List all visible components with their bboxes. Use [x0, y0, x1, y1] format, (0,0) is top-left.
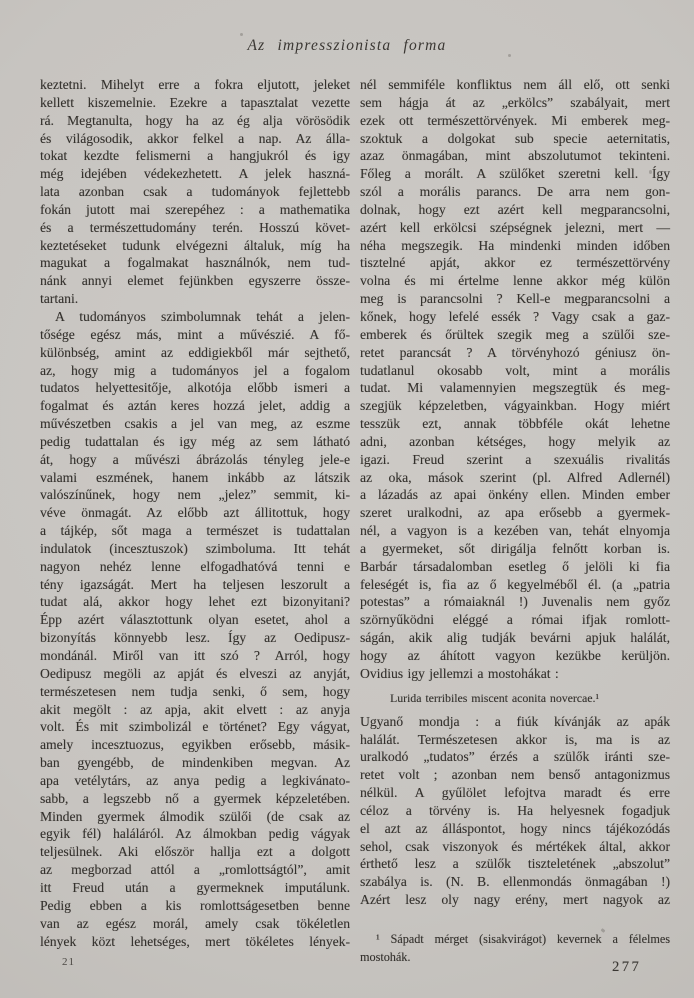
text-line: fogalmat és aztán keres hozzá jelet, addig a: [40, 398, 350, 414]
text-line: szegjük képzeletben, vágyainkban. Hogy miért: [360, 398, 670, 414]
latin-quote-line: Lurida terribiles miscent aconita novercae.¹: [390, 690, 599, 705]
text-line: tesszük ezt, annak többféle okát lehetne: [360, 416, 670, 432]
text-line: a lázadás az apai önkény ellen. Minden ember: [360, 487, 670, 503]
text-line: uralkodó „tudatos” érzés a szülők iránti sze-: [360, 749, 670, 765]
text-line: szól a morális parancs. De arra nem gon-: [360, 184, 670, 200]
text-line: apa vetélytárs, az anya pedig a legkivánato-: [40, 772, 350, 788]
text-line: amely incesztuozus, egyikben erősebb, másik-: [40, 737, 350, 753]
signature-mark: 21: [62, 956, 75, 968]
left-column: [40, 76, 350, 966]
text-line: igazi. Freud szerint a szexuális rivalitás: [360, 451, 670, 467]
page-title: Az impresszionista forma: [247, 37, 447, 54]
text-line: mondánál. Miről van itt szó ? Arról, hogy: [40, 648, 350, 663]
text-line: lata azonban csak a tudományok fejlettebb: [40, 184, 350, 200]
text-line: tudat alá, akkor hogy lehet ezt bizonyitani?: [40, 594, 350, 610]
text-line: Főleg a morált. A szülőket szeretni kell. Így: [360, 166, 670, 182]
text-line: sehol, csak viszonyok és mértékek által, akkor: [360, 838, 670, 854]
text-line: Barbár társadalomban esetleg ő jelöli ki fia: [360, 558, 670, 574]
text-line: fokán jutott mai szerepéhez : a mathematika: [40, 201, 350, 217]
text-line: szabálya is. (N. B. ellenmondás önmagában !): [360, 874, 670, 890]
text-line: nagyon nehéz lenne elfogadhatóvá tenni e: [40, 558, 350, 574]
text-line: ¹ Sápadt mérget (sisakvirágot) kevernek a félelmes: [376, 931, 670, 946]
text-line: bizonyítás könnyebb lesz. Így az Oedipusz-: [40, 630, 350, 646]
text-line: Pedig ebben a kis romlottságesetben benne: [40, 897, 350, 913]
text-line: van az egész morál, amely csak tökéletlen: [40, 915, 350, 931]
text-line: mostohák.: [360, 950, 411, 965]
text-line: tartani.: [40, 291, 79, 307]
text-line: keztetéseket tudunk elvégezni általuk, míg ha: [40, 237, 350, 253]
text-line: rá. Megtanulta, hogy ha az ég alja vörösödik: [40, 112, 350, 128]
text-columns: [40, 76, 670, 966]
text-line: véve önmagát. Az előbb azt állitottuk, hogy: [40, 505, 350, 521]
text-line: valószínűnek, hogy nem „jelez” semmit, ki-: [40, 487, 350, 503]
text-line: Oedipusz megöli az apját és elveszi az anyját,: [40, 665, 350, 681]
text-line: retet parancsát ? A törvényhozó géniusz ön-: [360, 344, 670, 360]
text-line: tudat. Mi valamennyien megszegtük és meg-: [360, 380, 670, 396]
text-line: a tájkép, sőt maga a természet is tudattalan: [40, 523, 350, 539]
text-line: kellett kiszemelnie. Ezekre a tapasztalat vezette: [40, 94, 350, 110]
text-line: át, hogy a művészi ábrázolás tényleg jele-e: [40, 451, 350, 467]
text-line: azért kell erkölcsi szépségnek jelezni, mert —: [360, 219, 670, 235]
text-line: lények közt lehetséges, mert tökéletes lények-: [40, 933, 350, 949]
page-number: 277: [612, 959, 642, 975]
text-line: tény igazságát. Mert ha teljesen leszorult a: [40, 576, 350, 592]
text-line: magukat a fogalmakat használnók, nem tud-: [40, 255, 350, 271]
text-line: ban gyengébb, de mindenkiben megvan. Az: [40, 755, 350, 771]
text-line: az megborzad attól a „romlottságtól”, amit: [40, 862, 350, 878]
text-line: valami eszmének, hanem inkább az látszik: [40, 469, 350, 485]
scan-speckle: [508, 54, 511, 57]
text-line: tudatlanul okosabb volt, mint a morális: [360, 362, 670, 378]
text-line: az oka, mások szerint (pl. Alfred Adlernél): [360, 469, 670, 485]
text-line: kőnek, hogy lefelé essék ? Vagy csak a gaz-: [360, 308, 670, 324]
text-line: halálát. Természetesen akkor is, ma is az: [360, 731, 670, 747]
text-line: pedig tudattalan és igy még az sem látható: [40, 433, 350, 449]
text-line: feleségét is, fia az ő kegyelméből él. (a „patria: [360, 576, 670, 592]
text-line: különbség, amint az eddigiekből már sejthető,: [40, 344, 350, 360]
text-line: néha megszegik. Ha mindenki minden időben: [360, 237, 670, 253]
text-line: nánk annyi elemet fejünkben egyszerre össze-: [40, 273, 350, 289]
text-line: nélkül. A gyűlölet lefojtva maradt és erre: [360, 785, 670, 801]
text-line: ezek ott természettörvények. Mi emberek meg-: [360, 112, 670, 128]
text-line: és a természettudomány terén. Hosszú követ-: [40, 219, 350, 235]
text-line: érthető lesz a szülők tiszteletének „abszolut”: [360, 856, 670, 872]
text-line: egyik fél) haláláról. Az álmokban pedig vágyak: [40, 826, 350, 842]
text-line: dolnak, hogy ezt azért kell megparancsolni,: [360, 201, 670, 217]
text-line: szoktuk a dolgokat sub specie aeternitatis,: [360, 130, 670, 146]
right-column: [360, 76, 670, 966]
text-line: a gyermeket, sőt dirigálja felnőtt korban is.: [360, 540, 670, 556]
text-line: retet volt ; azonban nem benső antagonizmus: [360, 767, 670, 783]
text-line: művészetben csakis a jel van meg, az eszme: [40, 416, 350, 432]
text-line: azaz önmagában, mint abszolutumot tekinteni.: [360, 148, 670, 164]
right-column-text: [360, 76, 670, 909]
text-line: az, hogy mig a tudományos jel a fogalom: [40, 362, 350, 378]
text-line: akit megölt : az apja, akit elvett : az anyja: [40, 701, 350, 717]
text-line: A tudományos szimbolumnak tehát a jelen-: [55, 308, 350, 324]
text-line: még idejében védekezhetett. A jelek haszná-: [40, 166, 350, 182]
text-line: Ovidius igy jellemzi a mostohákat :: [360, 665, 559, 681]
text-line: Épp azért választottunk olyan esetet, ahol a: [40, 612, 350, 628]
text-line: meg is parancsolni ? Kell-e megparancsolni a: [360, 291, 670, 307]
text-line: hogy az áhított vagyon kezükbe kerüljön.: [360, 648, 670, 663]
text-line: teljesülnek. Aki először hallja ezt a dolgott: [40, 844, 350, 860]
text-line: ságán, akik alig tudják bevárni apjuk halálát,: [360, 630, 670, 646]
text-line: szeret uralkodni, az apa erősebb a gyermek-: [360, 505, 670, 521]
text-line: el azt az álláspontot, hogy nincs tájékozódás: [360, 820, 670, 836]
text-line: szörnyűködni eléggé a római ifjak romlott-: [360, 612, 670, 628]
text-line: volt. És mit szimbolizál e történet? Egy vágyat,: [40, 719, 350, 735]
text-line: adni, azonban kétséges, hogy melyik az: [360, 433, 670, 449]
text-line: tisztelné apját, akkor ez természettörvény: [360, 255, 670, 271]
text-line: sabb, a legszebb nő a gyermek képzeletében.: [40, 790, 350, 806]
text-line: Azért lesz oly nagy erény, mert nagyok az: [360, 892, 670, 908]
text-line: tudatos helyettesitője, alkotója előbb ismeri a: [40, 380, 350, 396]
text-line: és világosodik, akkor felkel a nap. Az álla-: [40, 130, 350, 146]
text-line: sem hágja át az „erkölcs” szabályait, mert: [360, 94, 670, 110]
text-line: emberek és őrültek szegik meg a szülői sze-: [360, 326, 670, 342]
text-line: nél semmiféle konfliktus nem áll elő, ott senki: [360, 77, 670, 92]
text-line: keztetni. Mihelyt erre a fokra eljutott, jeleket: [40, 77, 350, 92]
text-line: tősége egész más, mint a művészié. A fő-: [40, 326, 350, 342]
text-line: indulatok (incesztuszok) szimboluma. Itt tehát: [40, 540, 350, 556]
text-line: itt Freud után a gyermeknek imputálunk.: [40, 879, 350, 895]
text-line: Minden gyermek álmodik szülői (de csak az: [40, 808, 350, 824]
text-line: tokat kezdte felismerni a hangjukról és igy: [40, 148, 350, 164]
text-line: volna és mi értelme lenne akkor még külön: [360, 273, 670, 289]
text-line: természetesen nem tudja senki, ő sem, hogy: [40, 683, 350, 699]
text-line: nél, a vagyon is a kezében van, tehát elnyomja: [360, 523, 670, 539]
scan-speckle: [649, 170, 652, 174]
scan-speckle: [240, 33, 243, 36]
text-line: céloz a törvény is. Ha helyesnek fogadjuk: [360, 802, 670, 818]
text-line: potestas” a rómaiaknál !) Juvenalis nem győz: [360, 594, 670, 610]
text-line: Ugyanő mondja : a fiúk kívánják az apák: [360, 713, 670, 729]
